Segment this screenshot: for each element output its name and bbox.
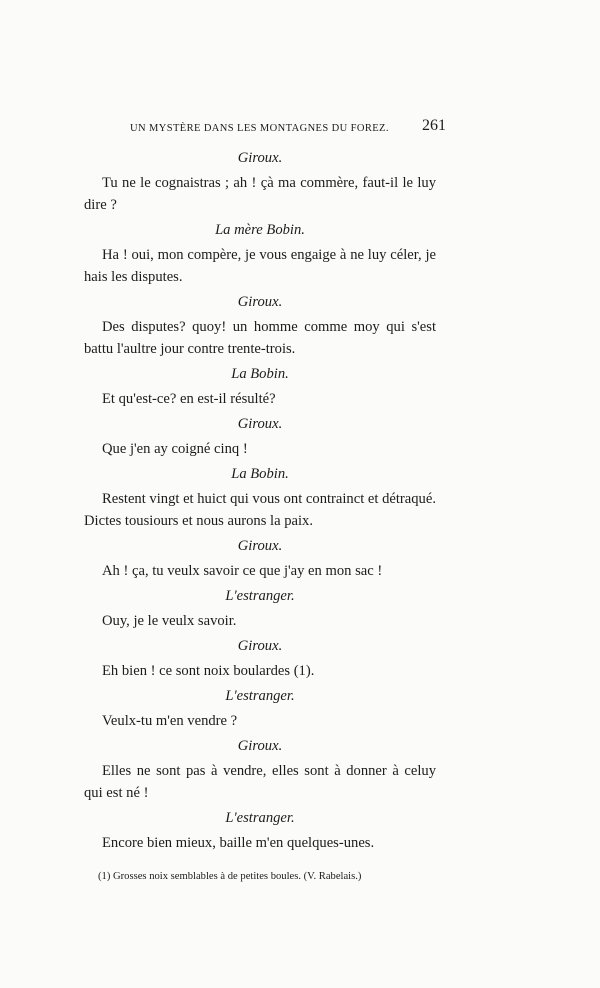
dialogue-line: Des disputes? quoy! un homme comme moy qui s'est battu l'aultre jour contre trente-trois. (84, 319, 436, 357)
dialogue-line: Veulx-tu m'en vendre ? (102, 713, 238, 729)
speaker-name: La Bobin. (231, 466, 289, 482)
speaker-name: Giroux. (237, 538, 283, 554)
speaker-name: L'estranger. (225, 588, 295, 604)
page-number: 261 (422, 117, 446, 134)
speaker-name: L'estranger. (225, 810, 295, 826)
speaker-name: Giroux. (237, 638, 283, 654)
dialogue-line: Encore bien mieux, baille m'en quelques-unes. (102, 835, 375, 851)
footnote: (1) Grosses noix semblables à de petites boules. (V. Rabelais.) (98, 871, 362, 882)
speaker-name: Giroux. (237, 294, 283, 310)
dialogue-line: Tu ne le cognaistras ; ah ! çà ma commère, faut-il le luy dire ? (84, 175, 436, 213)
dialogue-line: Elles ne sont pas à vendre, elles sont à donner à celuy qui est né ! (84, 763, 436, 801)
dialogue-line: Ha ! oui, mon compère, je vous engaige à ne luy céler, je hais les disputes. (84, 247, 436, 285)
speaker-name: La mère Bobin. (215, 222, 305, 238)
speaker-name: L'estranger. (225, 688, 295, 704)
dialogue-line: Que j'en ay coigné cinq ! (102, 441, 248, 457)
dialogue-line: Eh bien ! ce sont noix boulardes (1). (102, 663, 315, 679)
dialogue-line: Ah ! ça, tu veulx savoir ce que j'ay en mon sac ! (102, 563, 383, 579)
dialogue-text (84, 147, 436, 884)
running-title: UN MYSTÈRE DANS LES MONTAGNES DU FOREZ. (130, 123, 389, 134)
speaker-name: Giroux. (237, 416, 283, 432)
dialogue-line: Ouy, je le veulx savoir. (102, 613, 237, 629)
dialogue-line: Et qu'est-ce? en est-il résulté? (102, 391, 276, 407)
speaker-name: Giroux. (237, 150, 283, 166)
speaker-name: La Bobin. (231, 366, 289, 382)
speaker-name: Giroux. (237, 738, 283, 754)
dialogue-line: Restent vingt et huict qui vous ont contrainct et détraqué. Dictes tousiours et nous aurons la paix. (84, 491, 436, 529)
